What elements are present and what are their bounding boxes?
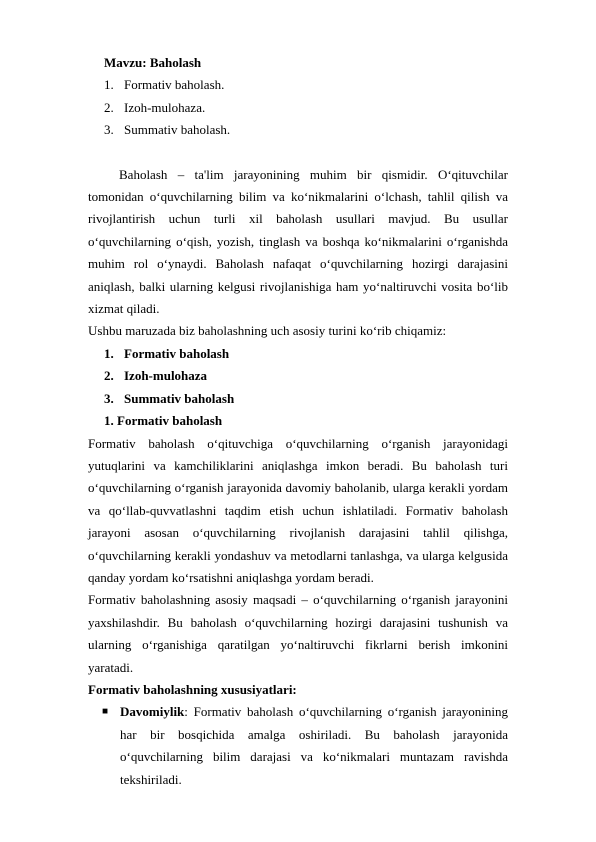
features-heading: Formativ baholashning xususiyatlari: [88,681,297,697]
topic-list [88,74,508,141]
document-page [88,52,508,791]
lecture-intro: Ushbu maruzada biz baholashning uch asosiy turini ko‘rib chiqamiz: [88,323,447,339]
formativ-paragraph-2: Formativ baholashning asosiy maqsadi – o‘quvchilarning o‘rganish jarayonini yaxshilashdir. Bu baholash o‘quvchilarning hozirgi darajasini tushunish va ularning o‘rganishiga qaratilgan yo‘naltiruvchi fikrlarni berish imkonini yaratadi. [88,592,508,675]
list-item: 3. Summativ baholash [104,390,235,406]
feature-item [88,701,508,791]
feature-text: : Formativ baholash o‘quvchilarning o‘rganish jarayonining har bir bosqichida amalga oshiriladi. Bu baholash jarayonida o‘quvchilarning bilim darajasi va ko‘nikmalari muntazam ravishda tekshiriladi. [120,704,508,787]
formativ-paragraph-1: Formativ baholash o‘qituvchiga o‘quvchilarning o‘rganish jarayonidagi yutuqlarini va kamchiliklarini aniqlashga imkon beradi. Bu baholash turi o‘quvchilarning o‘rganish jarayonida davomiy baholanib, ularga kerakli yordam va qo‘llab-quvvatlashni taqdim etish uchun ishlatiladi. Formativ baholash jarayoni asosan o‘quvchilarning rivojlanish darajasini tahlil qilishga, o‘quvchilarning kerakli yondashuv va metodlarni tanlashga, va ularga kelgusida qanday yordam ko‘rsatishni aniqlashga yordam beradi. [88,435,508,585]
bullet-icon: ■ [102,706,109,718]
types-list [88,343,508,410]
list-item: 3. Summativ baholash. [104,122,231,138]
list-item: 1. Formativ baholash [104,345,230,361]
spacer [88,142,508,164]
list-item: 1. Formativ baholash. [104,77,225,93]
list-item: 2. Izoh-mulohaza. [104,99,206,115]
section-heading: 1. Formativ baholash [104,413,223,429]
list-item: 2. Izoh-mulohaza [104,368,208,384]
topic-heading: Mavzu: Baholash [104,55,202,70]
feature-term: Davomiylik [120,704,185,720]
intro-paragraph: Baholash – ta'lim jarayonining muhim bir qismidir. O‘qituvchilar tomonidan o‘quvchilarning bilim va ko‘nikmalarini o‘lchash, tahlil qilish va rivojlantirish uchun turli xil baholash usullari mavjud. Bu usullar o‘quvchilarning o‘qish, yozish, tinglash va boshqa ko‘nikmalarini o‘rganishda muhim rol o‘ynaydi. Baholash nafaqat o‘quvchilarning hozirgi darajasini aniqlash, balki ularning kelgusi rivojlanishiga ham yo‘naltiruvchi vosita bo‘lib xizmat qiladi. [88,166,508,317]
